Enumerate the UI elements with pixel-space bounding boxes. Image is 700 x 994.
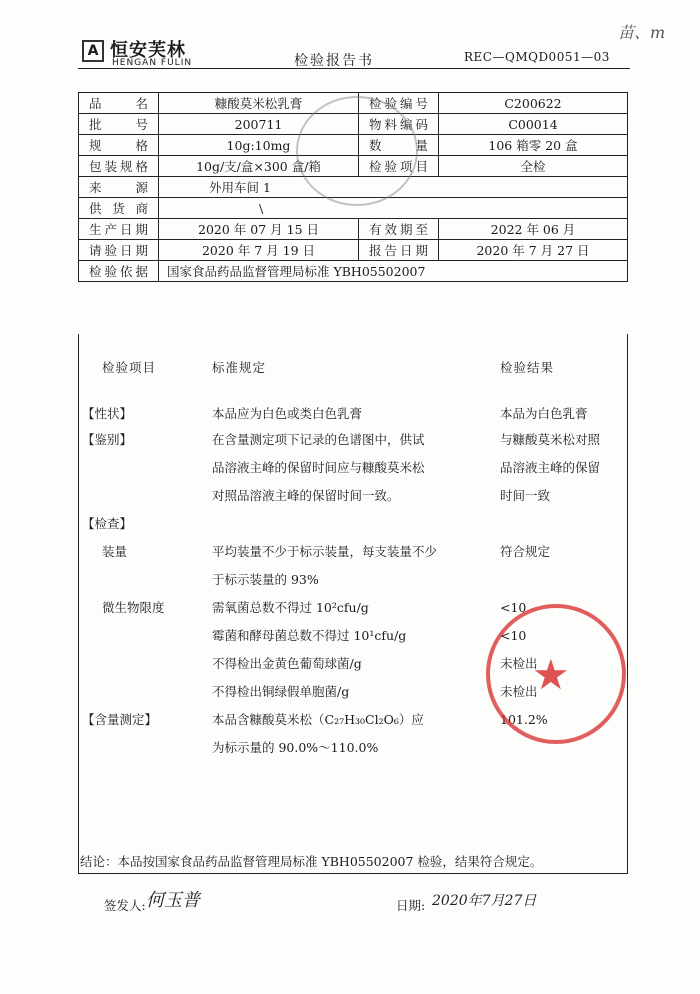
col-header-standard: 标准规定 <box>212 360 267 375</box>
material-code-label: 物料编码 <box>359 114 439 135</box>
mfg-date-value: 2020 年 07 月 15 日 <box>159 219 359 240</box>
header-divider <box>78 68 630 69</box>
date-handwritten: 2020年7月27日 <box>432 893 537 909</box>
appearance-standard: 本品应为白色或类白色乳膏 <box>212 406 363 421</box>
assay-standard-line: 为标示量的 90.0%～110.0% <box>212 740 379 755</box>
col-header-item: 检验项目 <box>102 360 157 375</box>
batch-label: 批号 <box>79 114 159 135</box>
source-value: 外用车间 1 <box>159 177 628 198</box>
document-code: REC—QMQD0051—03 <box>464 50 610 64</box>
company-logo-icon: A <box>82 40 104 62</box>
fill-result: 符合规定 <box>500 544 551 559</box>
quantity-value: 106 箱零 20 盒 <box>439 135 628 156</box>
spec-label: 规格 <box>79 135 159 156</box>
micro-result: <10 <box>500 600 527 615</box>
micro-standard: 不得检出铜绿假单胞菌/g <box>212 684 350 699</box>
supplier-label: 供货商 <box>79 198 159 219</box>
identification-standard-line: 品溶液主峰的保留时间应与糠酸莫米松 <box>212 460 425 475</box>
inspect-no-label: 检验编号 <box>359 93 439 114</box>
inspect-no-value: C200622 <box>439 93 628 114</box>
assay-result: 101.2% <box>500 712 548 727</box>
identification-result-line: 品溶液主峰的保留 <box>500 460 601 475</box>
table-row <box>79 219 628 240</box>
grey-seal-stamp <box>296 96 418 206</box>
fill-label: 装量 <box>102 544 128 559</box>
document-title: 检验报告书 <box>294 53 374 69</box>
micro-result: 未检出 <box>500 656 538 671</box>
appearance-result: 本品为白色乳膏 <box>500 406 588 421</box>
identification-result-line: 时间一致 <box>500 488 551 503</box>
micro-result: <10 <box>500 628 527 643</box>
fill-standard-line: 于标示装量的 93% <box>212 572 319 587</box>
spec-value: 10g:10mg <box>159 135 359 156</box>
expiry-value: 2022 年 06 月 <box>439 219 628 240</box>
supplier-value: \ <box>159 198 628 219</box>
items-label: 检验项目 <box>359 156 439 177</box>
micro-label: 微生物限度 <box>102 600 165 615</box>
table-row <box>79 240 628 261</box>
issuer-label: 签发人: <box>104 898 146 913</box>
table-row <box>79 261 628 282</box>
identification-standard-line: 在含量测定项下记录的色谱图中，供试 <box>212 432 425 447</box>
mfg-date-label: 生产日期 <box>79 219 159 240</box>
quantity-label: 数量 <box>359 135 439 156</box>
micro-standard: 霉菌和酵母菌总数不得过 10¹cfu/g <box>212 628 407 643</box>
date-label: 日期: <box>396 898 426 913</box>
col-header-result: 检验结果 <box>500 360 555 375</box>
basis-label: 检验依据 <box>79 261 159 282</box>
micro-standard: 不得检出金黄色葡萄球菌/g <box>212 656 362 671</box>
request-date-label: 请验日期 <box>79 240 159 261</box>
micro-standard: 需氧菌总数不得过 10²cfu/g <box>212 600 369 615</box>
identification-label: 【鉴别】 <box>82 432 133 447</box>
assay-standard-line: 本品含糠酸莫米松（C₂₇H₃₀Cl₂O₆）应 <box>212 712 424 727</box>
request-date-value: 2020 年 7 月 19 日 <box>159 240 359 261</box>
micro-result: 未检出 <box>500 684 538 699</box>
items-value: 全检 <box>439 156 628 177</box>
issuer-signature: 何玉普 <box>146 890 200 911</box>
product-name-value: 糠酸莫米松乳膏 <box>159 93 359 114</box>
report-date-value: 2020 年 7 月 27 日 <box>439 240 628 261</box>
expiry-label: 有效期至 <box>359 219 439 240</box>
corner-handwritten-mark: 苗、m <box>618 23 666 42</box>
assay-label: 【含量测定】 <box>82 712 158 727</box>
fill-standard-line: 平均装量不少于标示装量，每支装量不少 <box>212 544 438 559</box>
package-value: 10g/支/盒×300 盒/箱 <box>159 156 359 177</box>
source-label: 来源 <box>79 177 159 198</box>
appearance-label: 【性状】 <box>82 406 133 421</box>
check-label: 【检查】 <box>82 516 133 531</box>
basis-value: 国家食品药品监督管理局标准 YBH05502007 <box>159 261 628 282</box>
conclusion-text: 结论：本品按国家食品药品监督管理局标准 YBH05502007 检验，结果符合规定。 <box>80 854 543 869</box>
seal-star-icon: ★ <box>532 650 570 699</box>
report-date-label: 报告日期 <box>359 240 439 261</box>
company-name-en: HENGAN FULIN <box>112 58 193 68</box>
product-name-label: 品名 <box>79 93 159 114</box>
material-code-value: C00014 <box>439 114 628 135</box>
identification-standard-line: 对照品溶液主峰的保留时间一致。 <box>212 488 400 503</box>
batch-value: 200711 <box>159 114 359 135</box>
identification-result-line: 与糠酸莫米松对照 <box>500 432 601 447</box>
company-name-cn: 恒安芙林 <box>110 40 186 61</box>
package-label: 包装规格 <box>79 156 159 177</box>
